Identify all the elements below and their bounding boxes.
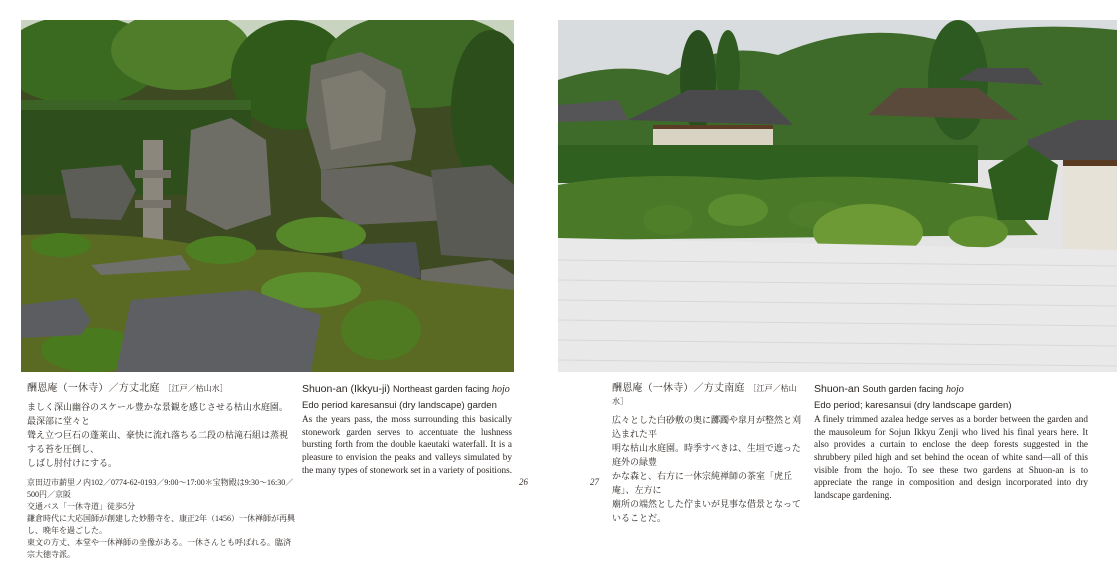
south-garden-photo bbox=[558, 20, 1117, 372]
right-page-number: 27 bbox=[590, 477, 599, 487]
jp-info-line: 東文の方丈、本堂や一休禅師の坐像がある。一休さんとも呼ばれる。臨済宗大徳寺派。 bbox=[27, 537, 291, 559]
right-en-subtitle: Edo period; karesansui (dry landscape garden) bbox=[814, 399, 1012, 411]
right-en-body: A finely trimmed azalea hedge serves as a border between the garden and the mausoleum for Sojun Ikkyu Zenji who lived his final years here. It also provides a curtain to enclose the deep forests suggested in the shrubbery piled high and set behind the ocean of white sand—all of this visible from the hojo. To see these two gardens at Shuon-an is to appreciate the range in composition and design incorporated into dry landscape gardening. bbox=[814, 413, 1088, 501]
left-en-title: Shuon-an (Ikkyu-ji) bbox=[302, 383, 391, 395]
left-en-caption bbox=[302, 382, 512, 476]
jp-body-line: しばし肘付けにする。 bbox=[27, 457, 118, 468]
right-jp-title: 酬恩庵（一休寺）／方丈南庭 bbox=[612, 383, 745, 394]
jp-body-line: 廟所の端然とした佇まいが見事な借景となっていることだ。 bbox=[612, 498, 802, 523]
right-jp-tag: ［江戸／枯山水］ bbox=[612, 384, 797, 407]
left-jp-body bbox=[27, 401, 295, 471]
left-jp-tag: ［江戸／枯山水］ bbox=[163, 384, 228, 393]
right-en-title: Shuon-an bbox=[814, 383, 860, 395]
left-en-body: As the years pass, the moss surrounding this basically stonework garden serves to accentuate the lushness bursting forth from the double kaeutaki waterfall. It is a pleasure to envision the peaks and valleys simulated by the many types of stonework set in a variety of positions. bbox=[302, 413, 512, 475]
jp-info-line: 鎌倉時代に大応国師が創建した妙勝寺を、康正2年（1456）一休禅師が再興し、晩年を過ごした。 bbox=[27, 513, 295, 535]
jp-body-line: 聳え立つ巨石の蓬莱山、豪快に流れ落ちる二段の枯滝石組は蒸視する苔を圧倒し、 bbox=[27, 429, 289, 454]
right-en-title-italic: hojo bbox=[945, 384, 964, 395]
left-en-subtitle: Edo period karesansui (dry landscape) garden bbox=[302, 399, 497, 411]
jp-body-line: 広々とした白砂敷の奥に躑躅や皐月が整然と刈込まれた平 bbox=[612, 415, 802, 440]
right-jp-caption bbox=[612, 382, 808, 526]
right-en-title-suffix: South garden facing bbox=[862, 384, 944, 394]
right-en-caption bbox=[814, 382, 1088, 502]
left-jp-caption bbox=[27, 382, 295, 561]
jp-info-line: 交通バス「一休寺道」徒歩5分 bbox=[27, 501, 135, 511]
right-en-title-row bbox=[814, 382, 1088, 397]
left-jp-info bbox=[27, 477, 295, 561]
left-en-title-italic: hojo bbox=[492, 384, 510, 395]
left-page-number: 26 bbox=[519, 477, 528, 487]
right-jp-body bbox=[612, 414, 808, 526]
jp-body-line: かな森と、右方に一休宗純禅師の茶室「虎丘庵」、左方に bbox=[612, 470, 793, 495]
northeast-garden-photo bbox=[21, 20, 514, 372]
left-en-title-suffix: Northeast garden facing bbox=[393, 384, 490, 394]
jp-info-line: 京田辺市薪里ノ内102／0774-62-0193／9:00～17:00＊宝物殿は9:30～16:30／500円／京阪 bbox=[27, 477, 294, 499]
jp-body-line: 明な枯山水庭園。時季すべきは、生垣で遮った庭外の緑豊 bbox=[612, 443, 801, 468]
jp-body-line: ましく深山幽谷のスケール豊かな景観を感じさせる枯山水庭園。最深部に堂々と bbox=[27, 402, 288, 427]
left-jp-title: 酬恩庵（一休寺）／方丈北庭 bbox=[27, 383, 160, 394]
left-en-title-row bbox=[302, 382, 512, 397]
